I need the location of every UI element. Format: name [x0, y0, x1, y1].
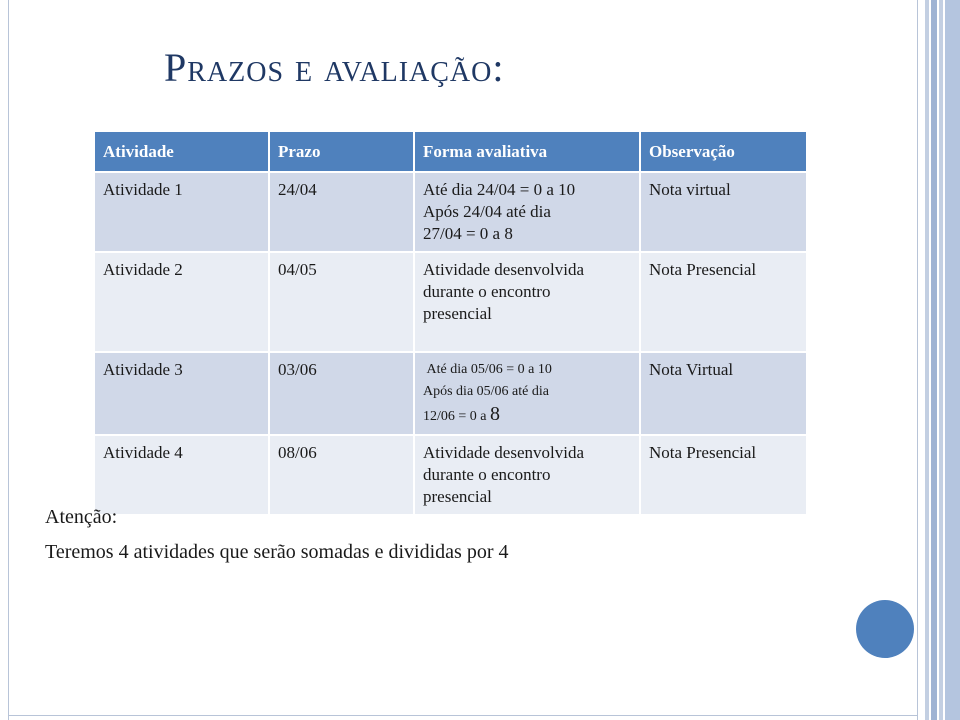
cell-observacao: Nota Virtual — [640, 352, 807, 435]
attention-heading: Atenção: — [45, 506, 118, 528]
cell-line: Atividade desenvolvida — [423, 443, 584, 462]
cell-line — [423, 359, 631, 381]
header-forma-avaliativa: Forma avaliativa — [414, 132, 640, 172]
header-prazo: Prazo — [269, 132, 414, 172]
decorative-stripe — [931, 0, 937, 720]
cell-forma-avaliativa — [414, 172, 640, 252]
cell-observacao: Nota virtual — [640, 172, 807, 252]
header-observacao: Observação — [640, 132, 807, 172]
cell-prazo: 08/06 — [269, 435, 414, 515]
cell-line — [423, 403, 631, 428]
cell-line-text: 12/06 = 0 a — [423, 409, 487, 424]
table-row — [95, 352, 807, 435]
slide-title: Prazos e avaliação: — [164, 45, 505, 90]
table-row — [95, 435, 807, 515]
deadlines-table — [95, 132, 808, 516]
cell-line: presencial — [423, 304, 492, 323]
cell-line: durante o encontro — [423, 465, 551, 484]
cell-line: durante o encontro — [423, 282, 551, 301]
decorative-stripe — [939, 0, 943, 720]
cell-forma-avaliativa — [414, 435, 640, 515]
cell-line: 27/04 = 0 a 8 — [423, 224, 513, 243]
table-row — [95, 252, 807, 352]
cell-line: Após 24/04 até dia — [423, 202, 551, 221]
cell-prazo: 04/05 — [269, 252, 414, 352]
cell-observacao: Nota Presencial — [640, 435, 807, 515]
cell-atividade: Atividade 3 — [95, 352, 269, 435]
cell-forma-avaliativa — [414, 352, 640, 435]
cell-line-text: Até dia 05/06 = 0 a 10 — [426, 362, 552, 377]
cell-prazo: 24/04 — [269, 172, 414, 252]
cell-line: Até dia 24/04 = 0 a 10 — [423, 180, 576, 199]
cell-prazo: 03/06 — [269, 352, 414, 435]
cell-observacao: Nota Presencial — [640, 252, 807, 352]
slide-frame-left — [8, 0, 9, 720]
cell-atividade: Atividade 1 — [95, 172, 269, 252]
cell-line: Atividade desenvolvida — [423, 260, 584, 279]
cell-atividade: Atividade 2 — [95, 252, 269, 352]
decorative-stripe — [925, 0, 929, 720]
table-row — [95, 172, 807, 252]
cell-line-value: 8 — [490, 403, 500, 425]
decorative-stripe — [945, 0, 960, 720]
cell-line: presencial — [423, 487, 492, 506]
cell-forma-avaliativa — [414, 252, 640, 352]
decorative-circle — [856, 600, 914, 658]
table-header-row — [95, 132, 807, 172]
attention-text: Teremos 4 atividades que serão somadas e divididas por 4 — [45, 541, 509, 563]
header-atividade: Atividade — [95, 132, 269, 172]
slide-frame-right — [917, 0, 918, 720]
cell-atividade: Atividade 4 — [95, 435, 269, 515]
slide-frame-bottom — [8, 715, 918, 716]
cell-line: Após dia 05/06 até dia — [423, 384, 549, 399]
